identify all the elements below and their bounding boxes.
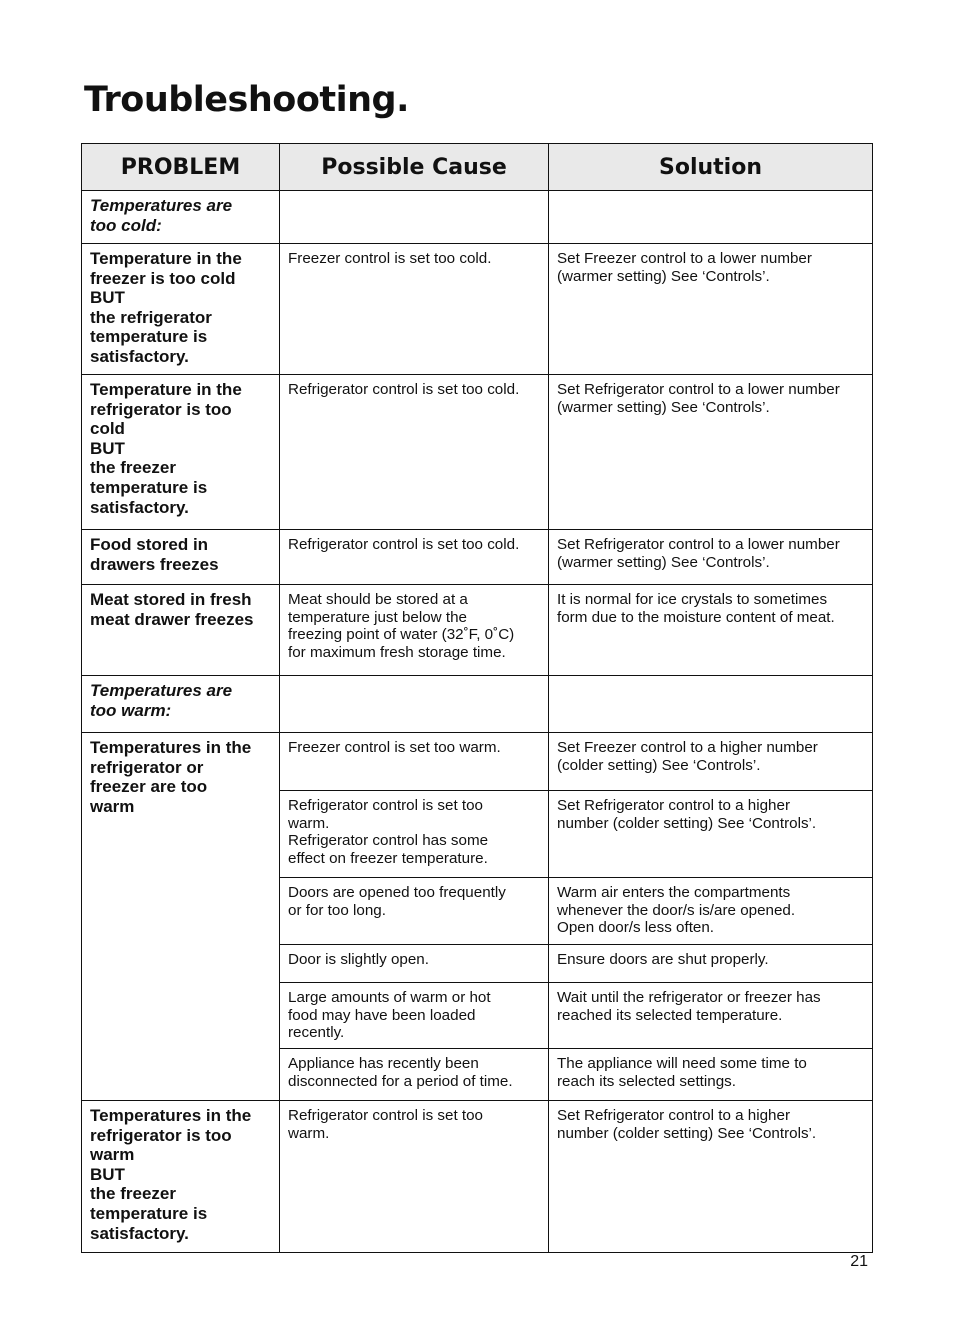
- cause-cell: Refrigerator control is set too cold.: [280, 375, 549, 530]
- solution-cell: Set Refrigerator control to a higher number (colder setting) See ‘Controls’.: [549, 791, 873, 878]
- cause-cell: Refrigerator control is set too warm. Refrigerator control has some effect on freezer temperature.: [280, 791, 549, 878]
- table-header-row: [82, 144, 873, 191]
- empty-cell: [549, 676, 873, 733]
- header-problem: PROBLEM: [82, 144, 280, 191]
- solution-cell: Set Refrigerator control to a lower number (warmer setting) See ‘Controls’.: [549, 530, 873, 585]
- troubleshooting-table: [81, 143, 873, 1253]
- solution-cell: The appliance will need some time to reach its selected settings.: [549, 1049, 873, 1101]
- section-heading-row: [82, 676, 873, 733]
- cause-cell: Doors are opened too frequently or for too long.: [280, 878, 549, 945]
- section-heading-too-cold: Temperatures are too cold:: [82, 191, 280, 244]
- solution-cell: It is normal for ice crystals to sometimes form due to the moisture content of meat.: [549, 585, 873, 676]
- solution-cell: Set Refrigerator control to a lower number (warmer setting) See ‘Controls’.: [549, 375, 873, 530]
- problem-cell: Meat stored in fresh meat drawer freezes: [82, 585, 280, 676]
- table-row: [82, 1101, 873, 1253]
- problem-cell: Temperatures in the refrigerator or freezer are too warm: [82, 733, 280, 1101]
- cause-cell: Refrigerator control is set too cold.: [280, 530, 549, 585]
- table-row: [82, 244, 873, 375]
- table-row: [82, 375, 873, 530]
- solution-cell: Set Freezer control to a higher number (colder setting) See ‘Controls’.: [549, 733, 873, 791]
- table-row: [82, 733, 873, 791]
- cause-cell: Refrigerator control is set too warm.: [280, 1101, 549, 1253]
- header-possible-cause: Possible Cause: [280, 144, 549, 191]
- solution-cell: Set Freezer control to a lower number (warmer setting) See ‘Controls’.: [549, 244, 873, 375]
- page-number: 21: [850, 1253, 868, 1270]
- empty-cell: [280, 191, 549, 244]
- solution-cell: Warm air enters the compartments whenever the door/s is/are opened. Open door/s less often.: [549, 878, 873, 945]
- problem-cell: Temperature in the freezer is too cold BUT the refrigerator temperature is satisfactory.: [82, 244, 280, 375]
- table-row: [82, 530, 873, 585]
- cause-cell: Door is slightly open.: [280, 945, 549, 983]
- solution-cell: Wait until the refrigerator or freezer has reached its selected temperature.: [549, 983, 873, 1049]
- problem-cell: Food stored in drawers freezes: [82, 530, 280, 585]
- problem-cell: Temperatures in the refrigerator is too warm BUT the freezer temperature is satisfactory.: [82, 1101, 280, 1253]
- header-solution: Solution: [549, 144, 873, 191]
- section-heading-too-warm: Temperatures are too warm:: [82, 676, 280, 733]
- solution-cell: Ensure doors are shut properly.: [549, 945, 873, 983]
- cause-cell: Freezer control is set too cold.: [280, 244, 549, 375]
- section-heading-row: [82, 191, 873, 244]
- problem-cell: Temperature in the refrigerator is too cold BUT the freezer temperature is satisfactory.: [82, 375, 280, 530]
- cause-cell: Freezer control is set too warm.: [280, 733, 549, 791]
- empty-cell: [549, 191, 873, 244]
- solution-cell: Set Refrigerator control to a higher number (colder setting) See ‘Controls’.: [549, 1101, 873, 1253]
- empty-cell: [280, 676, 549, 733]
- page-title: Troubleshooting.: [84, 80, 409, 120]
- table-row: [82, 585, 873, 676]
- cause-cell: Large amounts of warm or hot food may have been loaded recently.: [280, 983, 549, 1049]
- cause-cell: Appliance has recently been disconnected for a period of time.: [280, 1049, 549, 1101]
- cause-cell: Meat should be stored at a temperature just below the freezing point of water (32˚F, 0˚C) for maximum fresh storage time.: [280, 585, 549, 676]
